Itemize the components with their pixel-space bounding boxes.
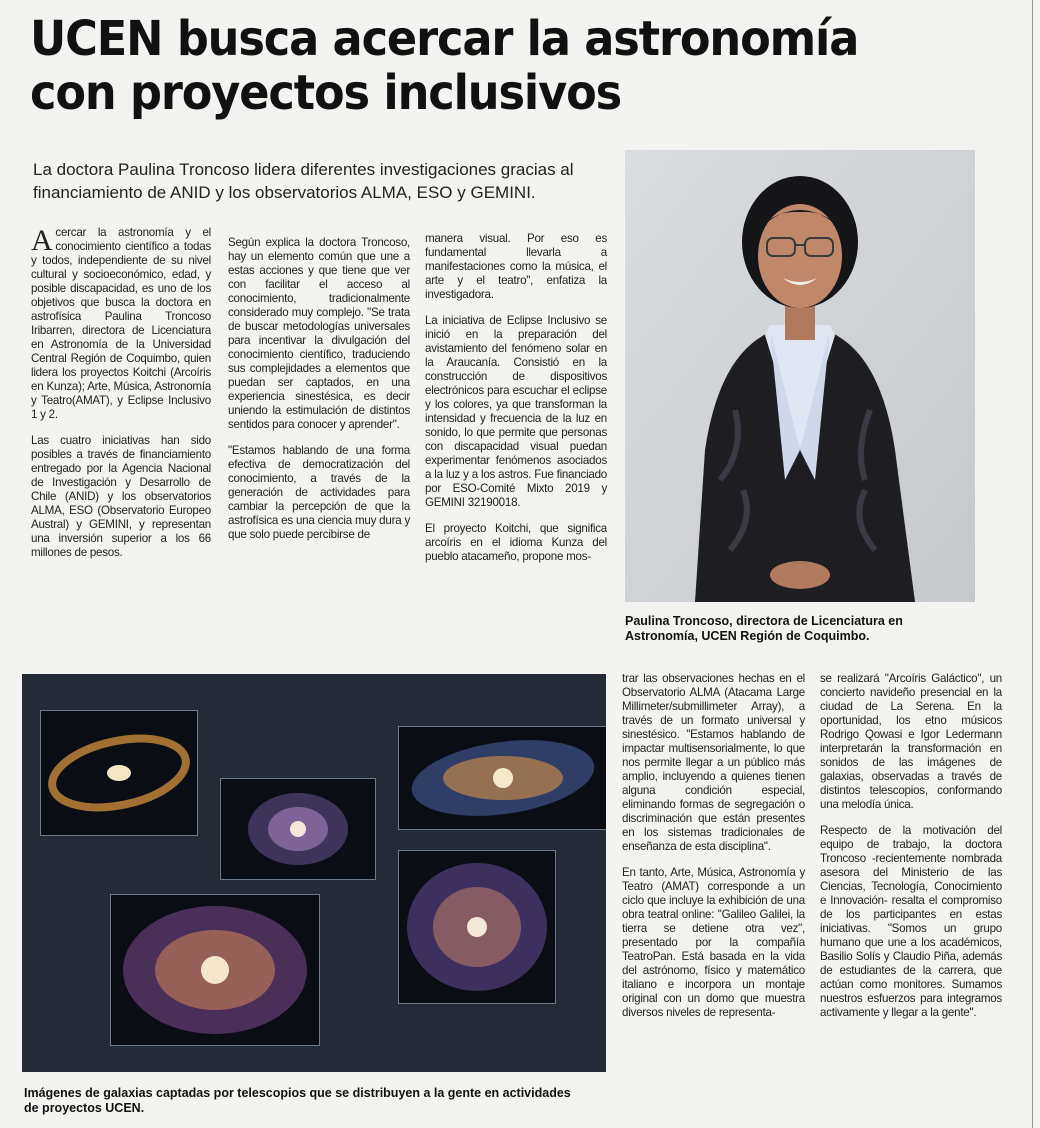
- galaxy-caption: Imágenes de galaxias captadas por telescopios que se distribuyen a la gente en actividades de proyectos UCEN.: [24, 1086, 571, 1115]
- photo-caption: Paulina Troncoso, directora de Licenciatura en Astronomía, UCEN Región de Coquimbo.: [625, 614, 903, 643]
- portrait-illustration: [625, 150, 975, 602]
- paragraph: Respecto de la motivación del equipo de trabajo, la doctora Troncoso -recientemente nombrada asesora del Ministerio de las Ciencias, Tecnología, Conocimiento e Innovación- resalta el compromiso de los participantes en estas iniciativas. "Somos un grupo humano que une a los académicos, Basilio Solís y Claudio Piña, además de estudiantes de la carrera, que actúan como monitores. Sumamos nuestros esfuerzos para integramos activamente y llegar a la gente".: [820, 824, 1002, 1019]
- paragraph: "Estamos hablando de una forma efectiva de democratización del conocimiento, a través de la generación de actividades para cambiar la percepción de que la astrofísica es una ciencia muy dura y que solo puede percibirse de: [228, 444, 410, 541]
- paragraph: En tanto, Arte, Música, Astronomía y Teatro (AMAT) corresponde a un ciclo que incluye la exhibición de una obra teatral online: "Galileo Galilei, la tierra se detiene otra vez", presentado por la compañía TeatroPan. Está basada en la vida del astrónomo, físico y matemático italiano e incorpora un montaje original con un domo que muestra diversos niveles de representa-: [622, 866, 805, 1019]
- page-edge-rule: [1032, 0, 1033, 1128]
- galaxy-image: [398, 726, 606, 830]
- galaxy-collage: [22, 674, 606, 1072]
- galaxy-image: [110, 894, 320, 1046]
- paragraph: Las cuatro iniciativas han sido posibles a través de financiamiento entregado por la Agencia Nacional de Investigación y Desarrollo de Chile (ANID) y los observatorios ALMA, ESO (Observatorio Europeo Austral) y GEMINI, y representan una inversión superior a los 66 millones de pesos.: [31, 434, 211, 559]
- article-column-3: [425, 232, 607, 576]
- headline: UCEN busca acercar la astronomía con proyectos inclusivos: [30, 11, 859, 121]
- article-column-2: [228, 236, 410, 554]
- galaxy-image: [40, 710, 198, 836]
- article-column-4: [622, 672, 805, 1032]
- paragraph: Según explica la doctora Troncoso, hay un elemento común que une a estas acciones y que tiene que ver con facilitar el acceso al conocimiento, tradicionalmente considerado muy complejo. "Se trata de buscar metodologías universales para incentivar la divulgación del conocimiento científico, traduciendo sus complejidades a elementos que puedan ser captados, en una experiencia sinestésica, es decir uniendo la estimulación de distintos sentidos para conocer y aprender".: [228, 236, 410, 431]
- galaxy-image: [220, 778, 376, 880]
- article-column-5: [820, 672, 1002, 1032]
- paragraph: se realizará "Arcoíris Galáctico", un concierto navideño presencial en la ciudad de La Serena. En la oportunidad, los etno músicos Rodrigo Qowasi e Igor Ledermann interpretarán la transformación en sonidos de las imágenes de galaxias, observadas a través de distintos telescopios, conformando una melodía única.: [820, 672, 1002, 811]
- paragraph: La iniciativa de Eclipse Inclusivo se inició en la preparación del avistamiento del fenómeno solar en la Araucanía. Consistió en la construcción de dispositivos electrónicos para escuchar el eclipse y los colores, ya que transforman la intensidad y frecuencia de la luz en sonido, lo que permite que personas con discapacidad visual puedan experimentar fenómenos asociados a la luz y a los astros. Fue financiado por ESO-Comité Mixto 2019 y GEMINI 32190018.: [425, 314, 607, 509]
- paragraph: manera visual. Por eso es fundamental llevarla a manifestaciones como la música, el arte y el teatro", enfatiza la investigadora.: [425, 232, 607, 301]
- portrait-photo: [625, 150, 975, 602]
- drop-cap: A: [31, 224, 53, 257]
- article-column-1: [31, 226, 211, 572]
- paragraph: El proyecto Koitchi, que significa arcoíris en el idioma Kunza del pueblo atacameño, propone mos-: [425, 522, 607, 563]
- galaxy-image: [398, 850, 556, 1004]
- paragraph: trar las observaciones hechas en el Observatorio ALMA (Atacama Large Millimeter/submillimeter Array), a través de un formato universal y sinestésico. "Estamos hablando de impactar multisensorialmente, lo que nos permite llegar a un público más amplio, incluyendo a quienes tienen alguna condición especial, eliminando formas de segregación o discriminación que están presentes en los sistemas tradicionales de enseñanza de esta disciplina".: [622, 672, 805, 853]
- paragraph: cercar la astronomía y el conocimiento científico a todas y todos, independiente de su nivel cultural y socioeconómico, edad, y posible discapacidad, es uno de los objetivos que busca la doctora en astrofísica Paulina Troncoso Iribarren, directora de Licenciatura en Astronomía de la Universidad Central Región de Coquimbo, quien lidera los proyectos Koitchi (Arcoíris en Kunza); Arte, Música, Astronomía y Teatro(AMAT), y Eclipse Inclusivo 1 y 2.: [31, 226, 211, 421]
- lede: La doctora Paulina Troncoso lidera diferentes investigaciones gracias al financiamiento de ANID y los observatorios ALMA, ESO y GEMINI.: [33, 160, 574, 202]
